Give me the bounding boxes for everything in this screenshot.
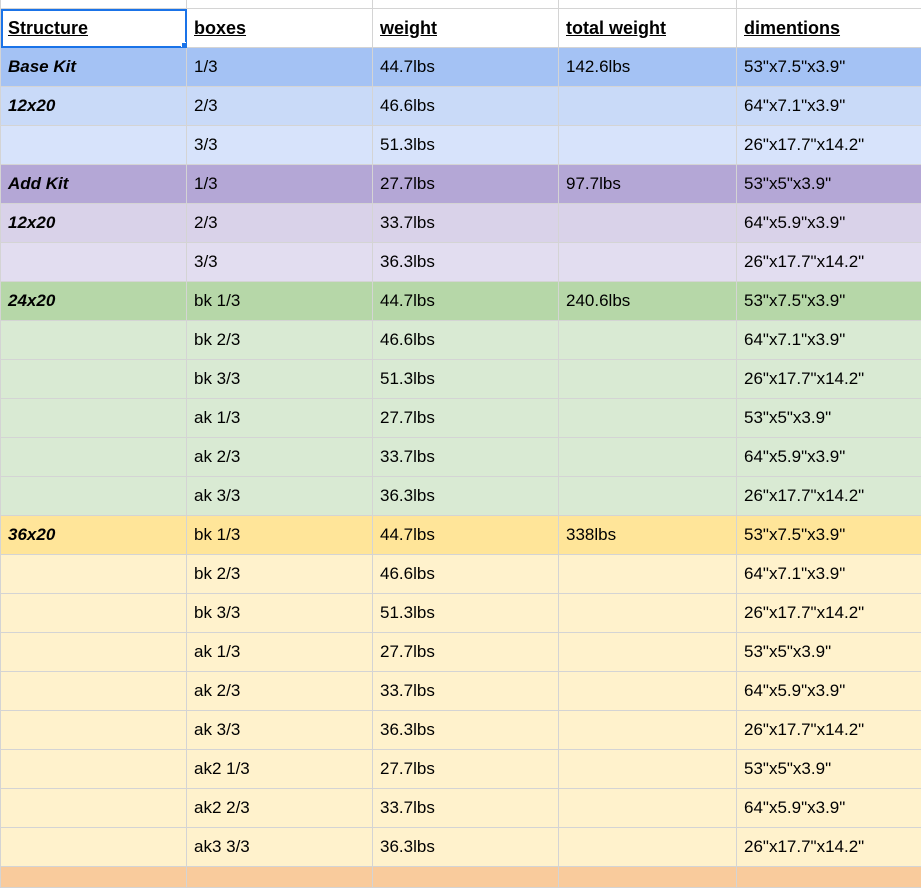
table-cell[interactable]: bk 2/3 [187, 555, 373, 594]
table-cell[interactable]: 27.7lbs [373, 633, 559, 672]
table-cell[interactable] [1, 711, 187, 750]
table-cell[interactable] [1, 750, 187, 789]
table-row [1, 321, 921, 360]
table-cell[interactable]: 33.7lbs [373, 789, 559, 828]
table-cell[interactable]: 36x20 [1, 516, 187, 555]
table-cell[interactable] [1, 867, 187, 888]
table-cell[interactable]: 46.6lbs [373, 555, 559, 594]
table-cell[interactable] [559, 672, 737, 711]
table-cell[interactable]: 53"x5"x3.9" [737, 399, 921, 438]
table-row [1, 126, 921, 165]
table-cell[interactable]: 64"x5.9"x3.9" [737, 789, 921, 828]
table-cell[interactable]: bk 2/3 [187, 321, 373, 360]
table-cell[interactable] [559, 477, 737, 516]
table-cell[interactable] [1, 789, 187, 828]
table-row [1, 555, 921, 594]
table-row [1, 867, 921, 888]
table-row [1, 789, 921, 828]
table-cell[interactable]: ak 1/3 [187, 633, 373, 672]
table-cell[interactable]: ak3 3/3 [187, 828, 373, 867]
table-cell[interactable]: ak2 1/3 [187, 750, 373, 789]
table-cell[interactable]: 27.7lbs [373, 399, 559, 438]
table-cell[interactable]: bk 1/3 [187, 516, 373, 555]
table-cell[interactable]: Add Kit [1, 165, 187, 204]
table-cell[interactable]: 27.7lbs [373, 165, 559, 204]
table-cell[interactable] [1, 594, 187, 633]
table-cell[interactable]: 97.7lbs [559, 165, 737, 204]
table-cell[interactable] [559, 399, 737, 438]
table-cell[interactable]: 26"x17.7"x14.2" [737, 594, 921, 633]
table-row [1, 516, 921, 555]
table-cell[interactable]: 64"x5.9"x3.9" [737, 204, 921, 243]
table-cell[interactable] [737, 867, 921, 888]
table-cell[interactable] [559, 633, 737, 672]
table-cell[interactable]: ak2 2/3 [187, 789, 373, 828]
table-cell[interactable]: 3/3 [187, 243, 373, 282]
table-cell[interactable]: 64"x7.1"x3.9" [737, 87, 921, 126]
table-cell[interactable]: bk 3/3 [187, 594, 373, 633]
table-cell[interactable]: ak 2/3 [187, 672, 373, 711]
table-cell[interactable]: 36.3lbs [373, 477, 559, 516]
table-cell[interactable] [559, 360, 737, 399]
table-cell[interactable]: 26"x17.7"x14.2" [737, 360, 921, 399]
table-cell[interactable]: 24x20 [1, 282, 187, 321]
table-cell[interactable] [559, 828, 737, 867]
table-cell[interactable]: 26"x17.7"x14.2" [737, 477, 921, 516]
table-row [1, 828, 921, 867]
table-cell[interactable] [559, 555, 737, 594]
table-header-row [1, 9, 921, 48]
table-cell[interactable]: 53"x5"x3.9" [737, 750, 921, 789]
table-cell[interactable]: 26"x17.7"x14.2" [737, 828, 921, 867]
table-cell[interactable]: 53"x5"x3.9" [737, 633, 921, 672]
table-cell[interactable]: 51.3lbs [373, 594, 559, 633]
table-cell[interactable]: 36.3lbs [373, 828, 559, 867]
table-cell[interactable] [1, 633, 187, 672]
table-cell[interactable]: 33.7lbs [373, 204, 559, 243]
table-row [1, 87, 921, 126]
table-row [1, 204, 921, 243]
table-cell[interactable] [1, 126, 187, 165]
table-cell[interactable]: 36.3lbs [373, 243, 559, 282]
table-cell[interactable]: 26"x17.7"x14.2" [737, 243, 921, 282]
table-cell[interactable] [559, 438, 737, 477]
table-cell[interactable]: 12x20 [1, 204, 187, 243]
table-cell[interactable]: 44.7lbs [373, 516, 559, 555]
table-cell[interactable]: 33.7lbs [373, 672, 559, 711]
table-cell[interactable]: 53"x5"x3.9" [737, 165, 921, 204]
table-row [1, 399, 921, 438]
spacer-cell [737, 0, 921, 9]
table-cell[interactable]: 46.6lbs [373, 321, 559, 360]
table-cell[interactable]: 53"x7.5"x3.9" [737, 48, 921, 87]
table-row [1, 438, 921, 477]
table-cell[interactable] [1, 828, 187, 867]
table-row [1, 477, 921, 516]
table-cell[interactable]: ak 1/3 [187, 399, 373, 438]
table-row [1, 711, 921, 750]
table-cell[interactable]: 64"x5.9"x3.9" [737, 438, 921, 477]
table-row [1, 282, 921, 321]
table-cell[interactable] [559, 789, 737, 828]
table-cell[interactable]: 27.7lbs [373, 750, 559, 789]
table-cell[interactable]: 1/3 [187, 165, 373, 204]
table-cell[interactable]: 240.6lbs [559, 282, 737, 321]
column-header-weight[interactable]: weight [373, 9, 559, 48]
table-cell[interactable] [1, 321, 187, 360]
table-row [1, 672, 921, 711]
table-top-spacer-row [1, 0, 921, 9]
spacer-cell [559, 0, 737, 9]
table-row [1, 165, 921, 204]
table-cell[interactable] [559, 243, 737, 282]
spacer-cell [187, 0, 373, 9]
table-cell[interactable]: Base Kit [1, 48, 187, 87]
table-cell[interactable] [1, 243, 187, 282]
table-cell[interactable] [559, 87, 737, 126]
column-header-structure[interactable]: Structure [1, 9, 187, 48]
table-cell[interactable] [559, 867, 737, 888]
table-cell[interactable] [559, 321, 737, 360]
table-row [1, 750, 921, 789]
table-cell[interactable]: 1/3 [187, 48, 373, 87]
table-cell[interactable] [1, 438, 187, 477]
table-cell[interactable] [1, 555, 187, 594]
table-cell[interactable]: 3/3 [187, 126, 373, 165]
table-cell[interactable] [559, 126, 737, 165]
table-row [1, 633, 921, 672]
table-cell[interactable] [1, 672, 187, 711]
table-cell[interactable] [559, 711, 737, 750]
table-cell[interactable]: ak 2/3 [187, 438, 373, 477]
table-row [1, 243, 921, 282]
table-cell[interactable] [187, 867, 373, 888]
table-cell[interactable] [559, 204, 737, 243]
table-cell[interactable]: 142.6lbs [559, 48, 737, 87]
table-cell[interactable]: bk 3/3 [187, 360, 373, 399]
table-cell[interactable]: 46.6lbs [373, 87, 559, 126]
column-header-total-weight[interactable]: total weight [559, 9, 737, 48]
table-cell[interactable]: ak 3/3 [187, 711, 373, 750]
table-cell[interactable] [373, 867, 559, 888]
table-cell[interactable]: 51.3lbs [373, 360, 559, 399]
table-cell[interactable]: 44.7lbs [373, 48, 559, 87]
table-cell[interactable]: 53"x7.5"x3.9" [737, 516, 921, 555]
table-row [1, 594, 921, 633]
table-cell[interactable] [1, 360, 187, 399]
table-cell[interactable]: 26"x17.7"x14.2" [737, 126, 921, 165]
table-cell[interactable] [1, 399, 187, 438]
spacer-cell [373, 0, 559, 9]
table-cell[interactable]: 2/3 [187, 87, 373, 126]
table-cell[interactable]: 64"x7.1"x3.9" [737, 555, 921, 594]
column-header-boxes[interactable]: boxes [187, 9, 373, 48]
table-cell[interactable]: 12x20 [1, 87, 187, 126]
table-cell[interactable] [1, 477, 187, 516]
table-cell[interactable] [559, 594, 737, 633]
table-body [1, 0, 921, 888]
table-cell[interactable]: 36.3lbs [373, 711, 559, 750]
spacer-cell [1, 0, 187, 9]
column-header-dimentions[interactable]: dimentions [737, 9, 921, 48]
table-cell[interactable] [559, 750, 737, 789]
table-cell[interactable]: ak 3/3 [187, 477, 373, 516]
table-cell[interactable]: 2/3 [187, 204, 373, 243]
table-row [1, 48, 921, 87]
table-cell[interactable]: 26"x17.7"x14.2" [737, 711, 921, 750]
table-cell[interactable]: bk 1/3 [187, 282, 373, 321]
table-cell[interactable]: 51.3lbs [373, 126, 559, 165]
table-cell[interactable]: 338lbs [559, 516, 737, 555]
table-cell[interactable]: 64"x5.9"x3.9" [737, 672, 921, 711]
table-cell[interactable]: 53"x7.5"x3.9" [737, 282, 921, 321]
table-cell[interactable]: 33.7lbs [373, 438, 559, 477]
table-cell[interactable]: 44.7lbs [373, 282, 559, 321]
table-cell[interactable]: 64"x7.1"x3.9" [737, 321, 921, 360]
table-row [1, 360, 921, 399]
